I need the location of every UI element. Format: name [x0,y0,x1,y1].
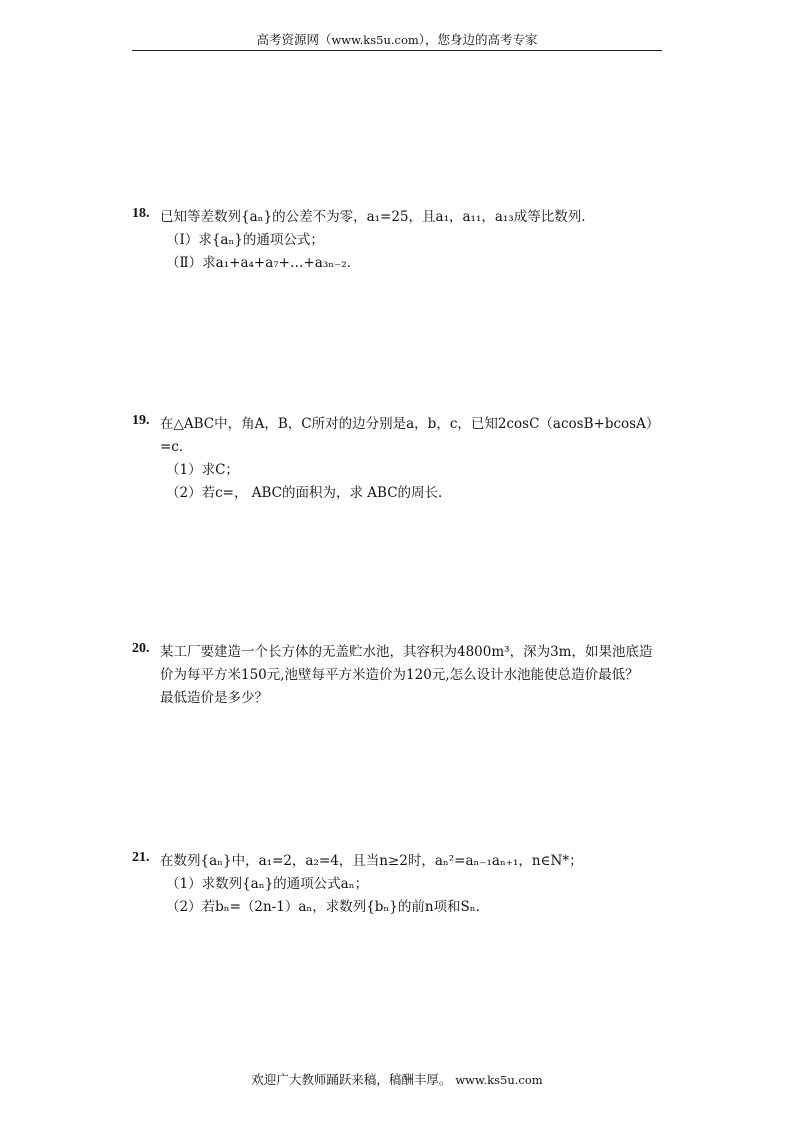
problem-text-line: 价为每平方米150元,池壁每平方米造价为120元,怎么设计水池能使总造价最低？ [160,667,639,683]
problem-part-1: （Ⅰ）求{aₙ}的通项公式； [166,232,324,248]
problem-number: 18. [132,206,150,221]
problem-18 [132,206,672,275]
problem-text-line: 某工厂要建造一个长方体的无盖贮水池，其容积为4800m³，深为3m，如果池底造 [160,644,653,660]
footer-url: www.ks5u.com [455,1073,543,1087]
problem-text-line: 在数列{aₙ}中，a₁=2，a₂=4，且当n≥2时，aₙ²=aₙ₋₁aₙ₊₁，n∈N*； [160,853,583,869]
problem-21 [132,850,672,919]
problem-text-line: 在△ABC中，角A，B，C所对的边分别是a，b，c，已知2cosC（acosB+bcosA） [160,416,660,432]
problem-text-line: =c． [160,439,193,455]
header-left-text: 高考资源网（ [256,32,332,47]
problem-20 [132,641,672,710]
problem-number: 19. [132,413,150,428]
problem-part-2: （2）若c=， ABC的面积为，求 ABC的周长． [166,485,452,501]
header-url: www.ks5u.com [331,33,419,47]
page-footer [0,1070,794,1088]
problem-part-1: （1）求数列{aₙ}的通项公式aₙ； [166,876,369,892]
problem-part-2: （2）若bₙ=（2n-1）aₙ，求数列{bₙ}的前n项和Sₙ． [166,899,490,915]
problem-19 [132,413,672,505]
problem-number: 20. [132,641,150,656]
header-right-text: ），您身边的高考专家 [418,32,538,47]
problem-text-line: 最低造价是多少？ [160,690,268,706]
footer-text: 欢迎广大教师踊跃来稿，稿酬丰厚。 [251,1072,452,1087]
problem-part-1: （1）求C； [166,462,239,478]
page-header [132,30,662,51]
problem-number: 21. [132,850,150,865]
problem-text-line: 已知等差数列{aₙ}的公差不为零，a₁=25，且a₁，a₁₁，a₁₃成等比数列． [160,209,595,225]
problem-part-2: （Ⅱ）求a₁+a₄+a₇+…+a₃ₙ₋₂． [166,255,361,271]
